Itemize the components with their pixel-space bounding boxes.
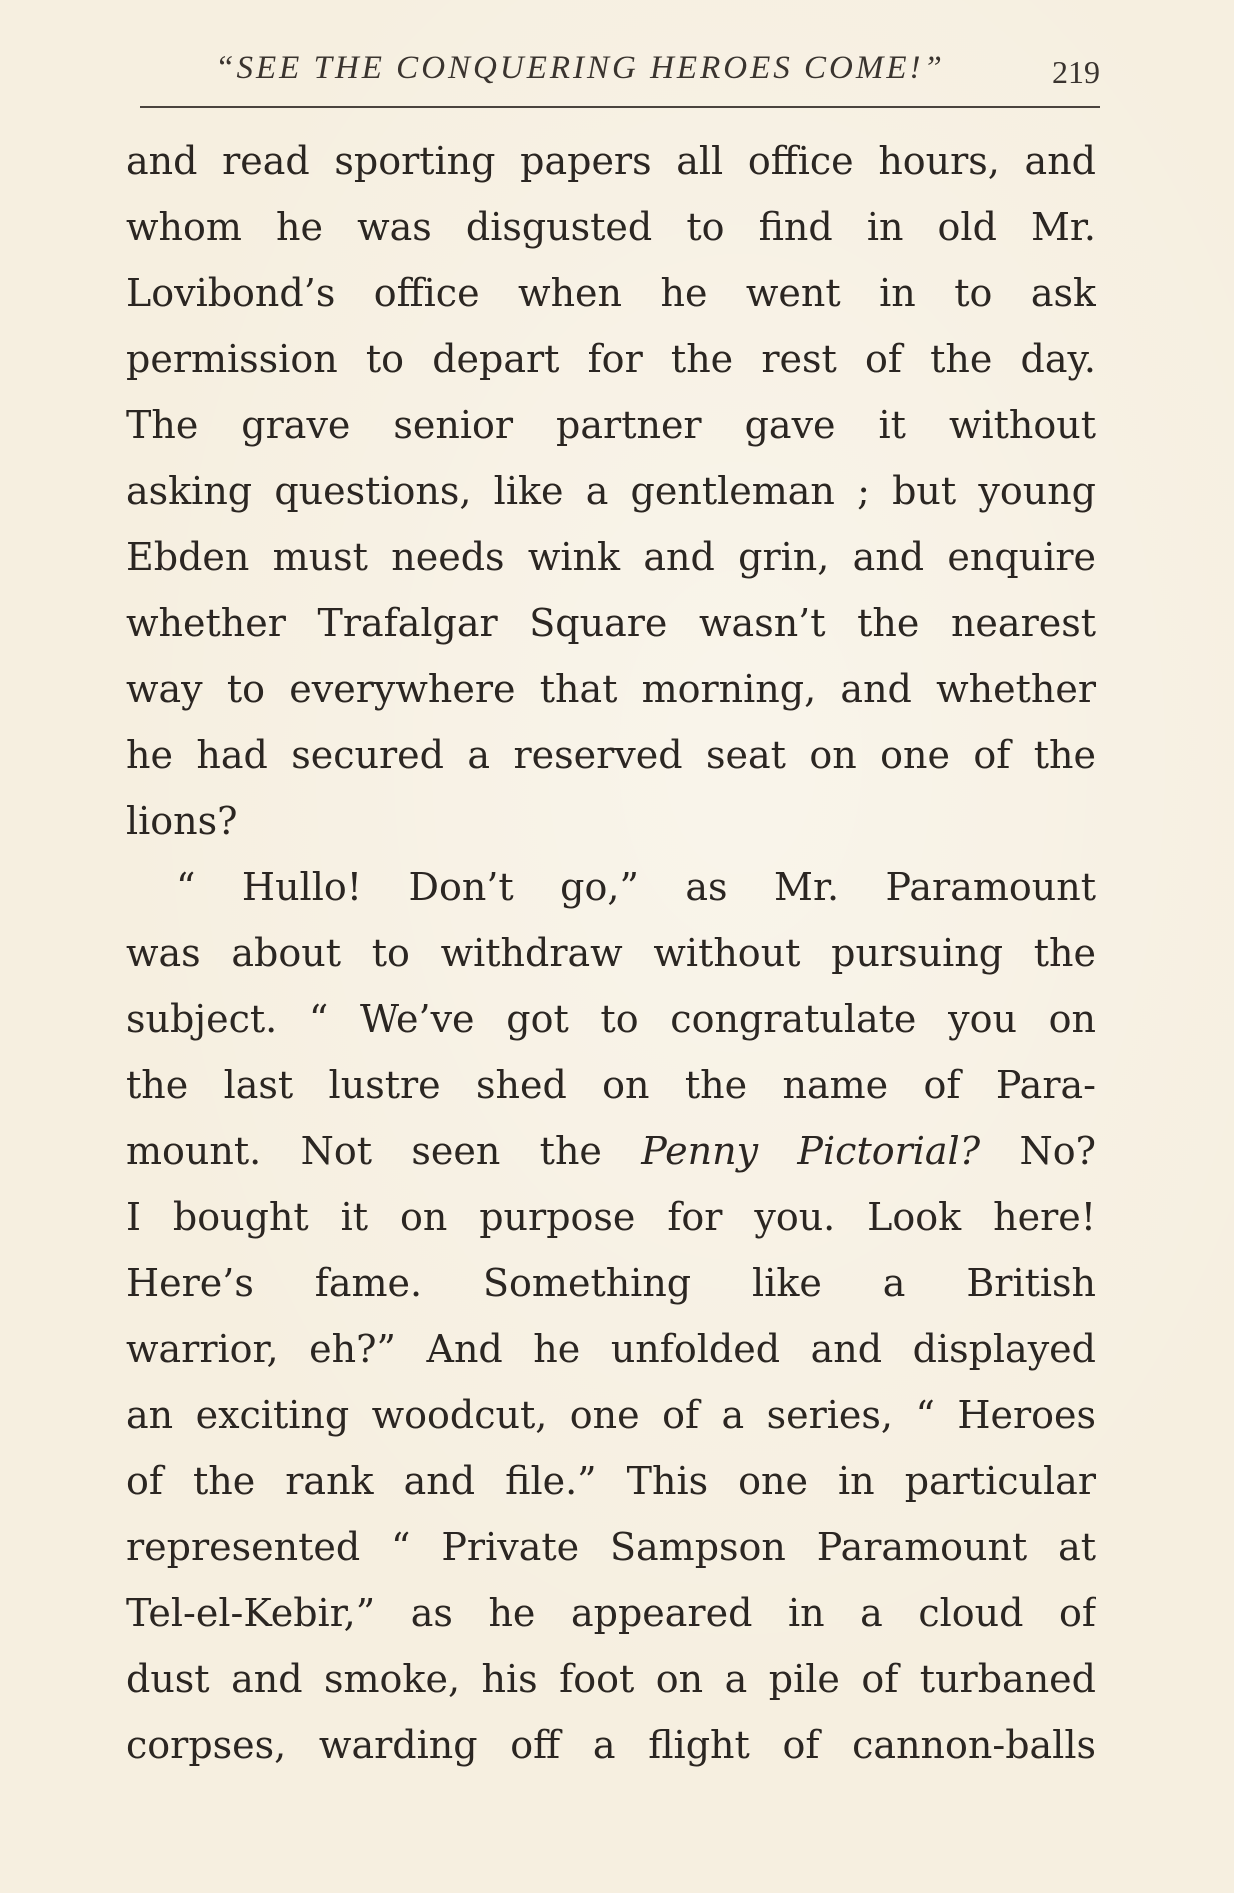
text-line: was about to withdraw without pursuing the (126, 931, 1096, 975)
text-line: dust and smoke, his foot on a pile of turbaned (126, 1657, 1096, 1701)
text-line: Ebden must needs wink and grin, and enquire (126, 535, 1096, 579)
text-line: an exciting woodcut, one of a series, “ Heroes (126, 1393, 1096, 1437)
text-line-with-italic (126, 1118, 1096, 1184)
text-line: whether Trafalgar Square wasn’t the nearest (126, 601, 1096, 645)
page-number: 219 (1052, 54, 1100, 90)
text-line: whom he was disgusted to find in old Mr. (126, 205, 1096, 249)
text-line: “ Hullo! Don’t go,” as Mr. Paramount (176, 865, 1096, 909)
text-line: he had secured a reserved seat on one of the (126, 733, 1096, 777)
italic-title: Penny Pictorial? (641, 1129, 981, 1173)
text-line: the last lustre shed on the name of Para- (126, 1063, 1096, 1107)
text-line: corpses, warding off a flight of cannon-balls (126, 1723, 1096, 1767)
text-line: The grave senior partner gave it without (126, 403, 1096, 447)
text-line: I bought it on purpose for you. Look here! (126, 1195, 1096, 1239)
text-line: permission to depart for the rest of the day. (126, 337, 1096, 381)
text-line: warrior, eh?” And he unfolded and displayed (126, 1327, 1096, 1371)
text-line: asking questions, like a gentleman ; but young (126, 469, 1096, 513)
text-line: represented “ Private Sampson Paramount at (126, 1525, 1096, 1569)
running-head (140, 50, 1100, 100)
body-text (126, 128, 1096, 1778)
text-line: Lovibond’s office when he went in to ask (126, 271, 1096, 315)
text-line: lions? (126, 799, 238, 843)
text-line: subject. “ We’ve got to congratulate you on (126, 997, 1096, 1041)
header-rule (140, 106, 1100, 108)
text-line: of the rank and file.” This one in particular (126, 1459, 1096, 1503)
running-title: “SEE THE CONQUERING HEROES COME!” (215, 50, 945, 86)
text-line: way to everywhere that morning, and whether (126, 667, 1096, 711)
text-line: Tel-el-Kebir,” as he appeared in a cloud of (126, 1591, 1096, 1635)
text-segment: mount. Not seen the (126, 1129, 602, 1173)
text-line: Here’s fame. Something like a British (126, 1261, 1096, 1305)
text-line: and read sporting papers all office hours, and (126, 139, 1096, 183)
text-segment: No? (1019, 1129, 1096, 1173)
